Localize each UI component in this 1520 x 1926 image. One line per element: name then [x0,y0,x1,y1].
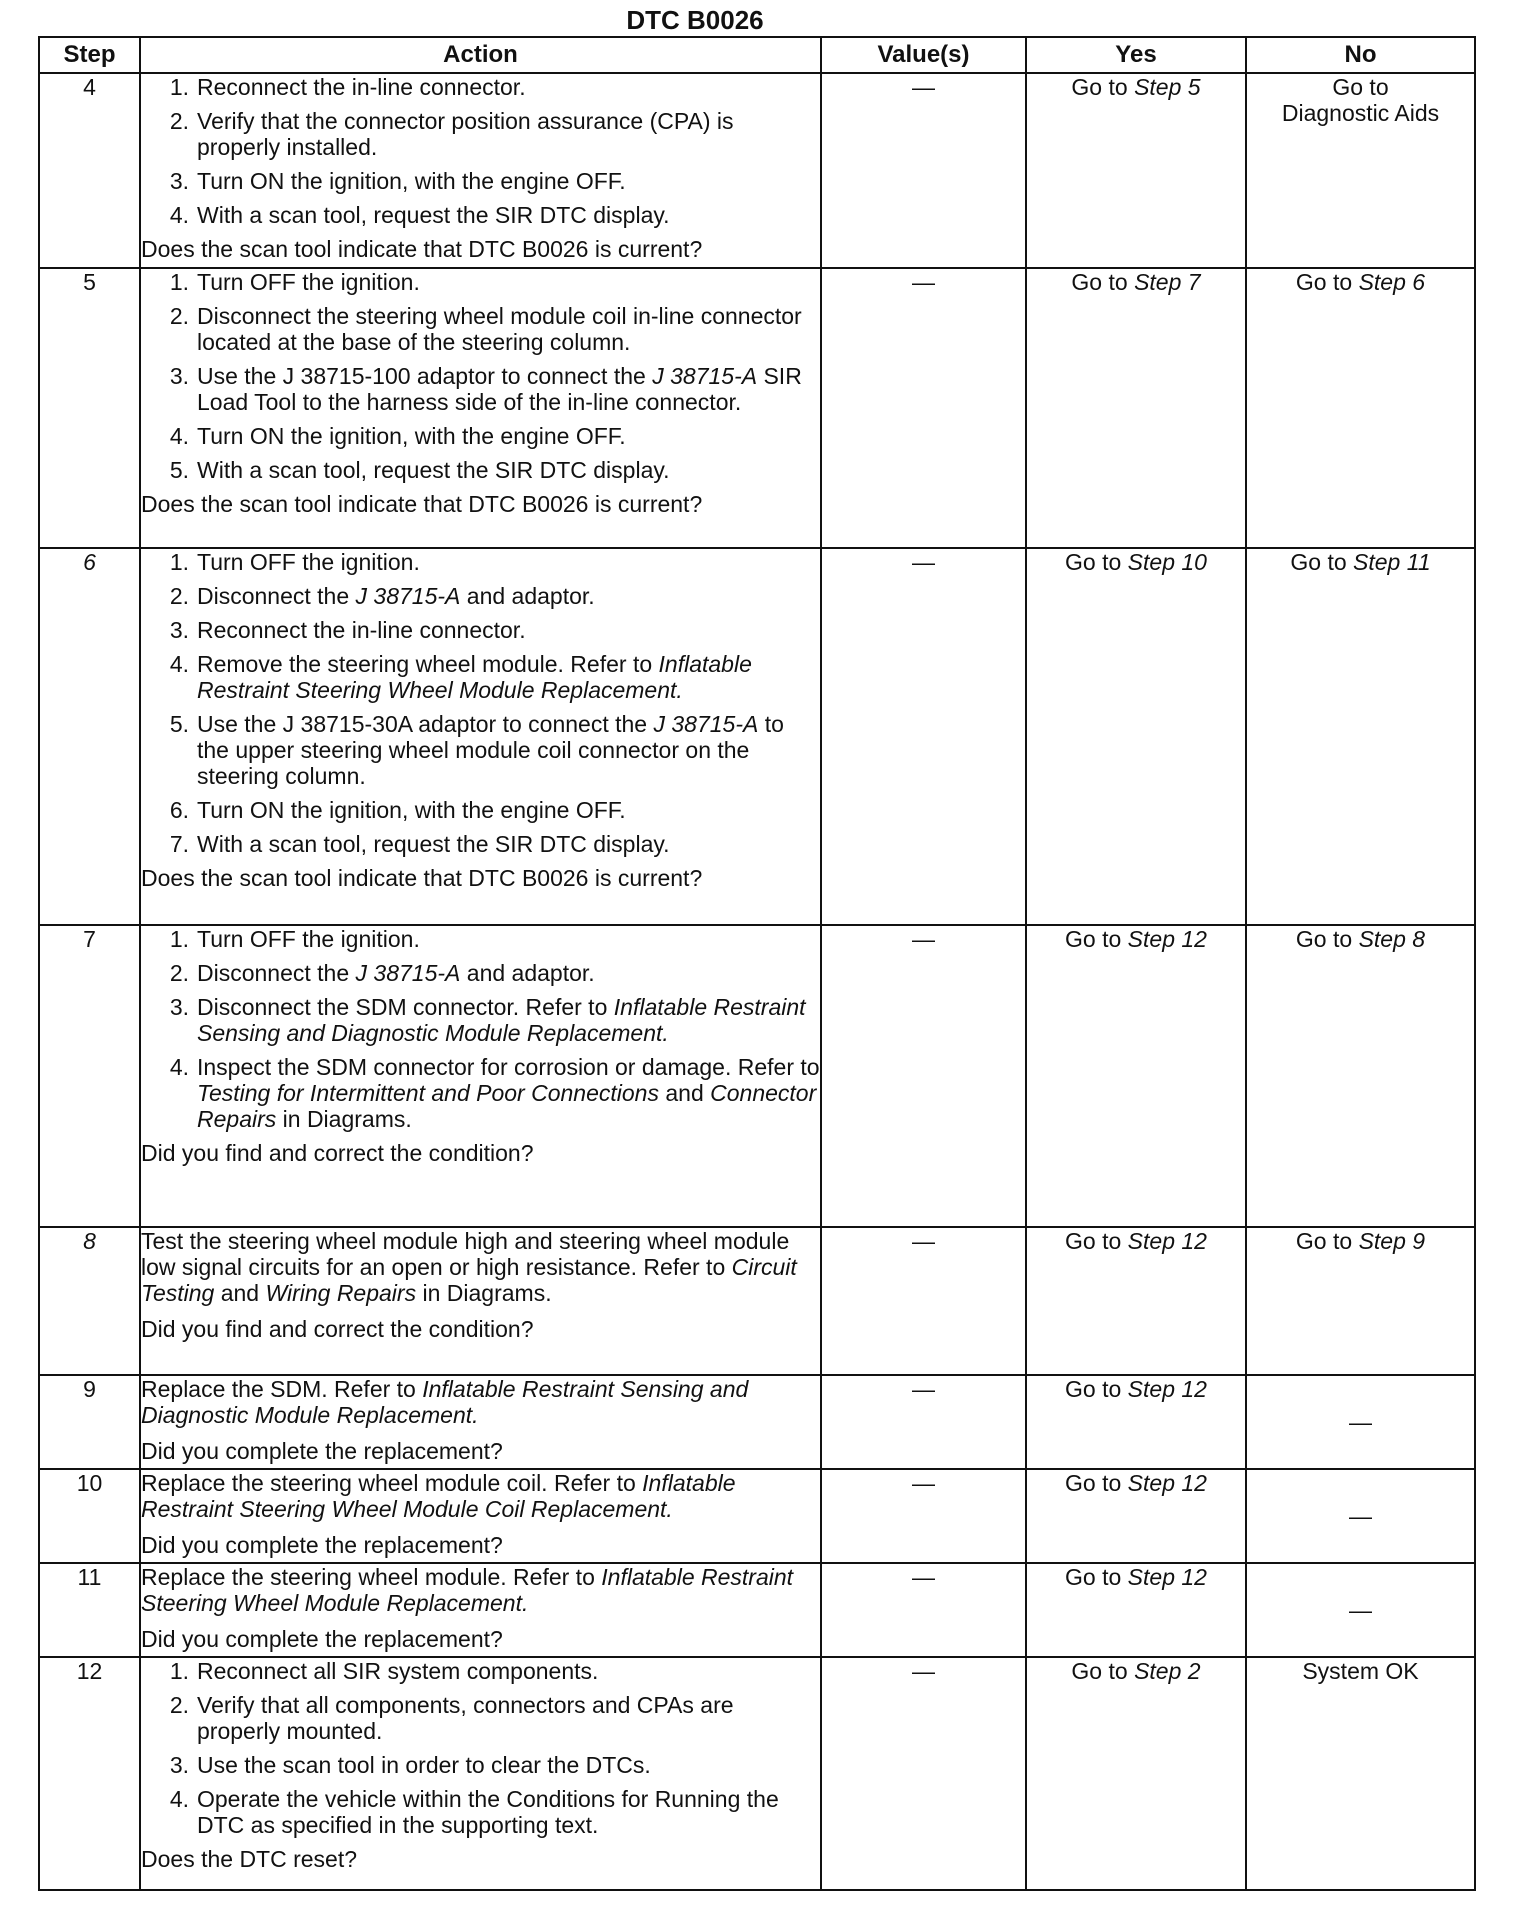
question: Did you complete the replacement? [141,1532,503,1558]
list-item: 2. Disconnect the J 38715-A and adaptor. [169,960,595,986]
action-list [141,269,820,491]
list-item: 1. Turn OFF the ignition. [169,549,420,575]
question: Does the scan tool indicate that DTC B0026 is current? [141,491,703,517]
value-cell [821,548,1026,925]
step-number: 7 [39,925,140,1227]
step-reference: Step 9 [1358,1228,1426,1254]
list-item: 2. Disconnect the steering wheel module coil in-line connector located at the base of the steering column. [169,303,802,355]
table-row [39,268,1475,548]
question: Did you complete the replacement? [141,1626,503,1652]
value-dash: — [912,1228,935,1254]
table-row [39,925,1475,1227]
step-reference: Step 12 [1127,1470,1207,1496]
list-item: 5. With a scan tool, request the SIR DTC display. [169,457,670,483]
list-item: 4. Turn ON the ignition, with the engine OFF. [169,423,626,449]
action-cell [140,1469,821,1563]
value-dash: — [912,549,935,575]
list-item: 3. Turn ON the ignition, with the engine OFF. [169,168,626,194]
step-number: 8 [39,1227,140,1375]
list-item: 6. Turn ON the ignition, with the engine OFF. [169,797,626,823]
list-item: 2. Disconnect the J 38715-A and adaptor. [169,583,595,609]
value-dash: — [912,74,935,100]
list-item: 3. Reconnect the in-line connector. [169,617,526,643]
step-reference: Step 12 [1127,926,1207,952]
step-reference: Step 6 [1358,269,1426,295]
list-item: 3. Use the J 38715-100 adaptor to connect the J 38715-A SIR Load Tool to the harness side of the in-line connector. [169,363,802,415]
step-reference: Step 2 [1134,1658,1201,1684]
yes-cell: Go to Step 12 [1026,1469,1246,1563]
action-cell [140,1657,821,1890]
value-cell [821,1227,1026,1375]
value-cell [821,1563,1026,1657]
value-cell [821,1469,1026,1563]
header-no: No [1246,37,1475,73]
value-dash: — [912,926,935,952]
list-item: 4. Remove the steering wheel module. Refer to Inflatable Restraint Steering Wheel Module Replacement. [169,651,752,703]
question: Does the DTC reset? [141,1846,358,1872]
step-number: 12 [39,1657,140,1890]
no-cell: — [1246,1375,1475,1469]
action-list [141,926,820,1140]
step-reference: Step 10 [1127,549,1207,575]
yes-cell: Go to Step 12 [1026,1375,1246,1469]
value-cell [821,1375,1026,1469]
header-yes: Yes [1026,37,1246,73]
yes-cell: Go to Step 12 [1026,925,1246,1227]
step-reference: Step 11 [1353,549,1431,575]
action-cell [140,1227,821,1375]
yes-cell: Go to Step 7 [1026,268,1246,548]
question: Does the scan tool indicate that DTC B0026 is current? [141,236,703,262]
yes-cell: Go to Step 12 [1026,1227,1246,1375]
step-reference: Step 12 [1127,1376,1207,1402]
action-list [141,74,820,236]
step-reference: Step 12 [1127,1228,1207,1254]
action-cell [140,548,821,925]
step-number: 4 [39,73,140,268]
list-item: 3. Use the scan tool in order to clear the DTCs. [169,1752,651,1778]
value-cell [821,73,1026,268]
list-item: 2. Verify that the connector position assurance (CPA) is properly installed. [169,108,734,160]
value-cell [821,1657,1026,1890]
list-item: 1. Turn OFF the ignition. [169,926,420,952]
action-text: Replace the steering wheel module. Refer to Inflatable Restraint Steering Wheel Module Replacement. [141,1564,794,1616]
no-cell: System OK [1246,1657,1475,1890]
header-step: Step [39,37,140,73]
step-number: 9 [39,1375,140,1469]
step-reference: Step 7 [1134,269,1201,295]
question: Did you complete the replacement? [141,1438,503,1464]
question: Did you find and correct the condition? [141,1316,534,1342]
value-cell [821,925,1026,1227]
action-cell [140,268,821,548]
list-item: 3. Disconnect the SDM connector. Refer to Inflatable Restraint Sensing and Diagnostic Module Replacement. [169,994,806,1046]
action-text: Replace the SDM. Refer to Inflatable Restraint Sensing and Diagnostic Module Replacement. [141,1376,749,1428]
no-cell: Go to Diagnostic Aids [1246,73,1475,268]
list-item: 4. Operate the vehicle within the Conditions for Running the DTC as specified in the supporting text. [169,1786,779,1838]
yes-cell: Go to Step 2 [1026,1657,1246,1890]
no-cell: Go to Step 11 [1246,548,1475,925]
action-text: Test the steering wheel module high and steering wheel module low signal circuits for an open or high resistance. Refer to Circuit Testing and Wiring Repairs in Diagrams. [141,1228,797,1306]
yes-cell: Go to Step 10 [1026,548,1246,925]
action-cell [140,925,821,1227]
action-list [141,1658,820,1846]
value-cell [821,268,1026,548]
table-row [39,1469,1475,1563]
no-cell: Go to Step 8 [1246,925,1475,1227]
value-dash: — [912,1564,935,1590]
header-action: Action [140,37,821,73]
question: Did you find and correct the condition? [141,1140,534,1166]
list-item: 5. Use the J 38715-30A adaptor to connect the J 38715-A to the upper steering wheel module coil connector on the steering column. [169,711,784,789]
step-reference: Step 12 [1127,1564,1207,1590]
table-row [39,1227,1475,1375]
action-list [141,549,820,865]
step-number: 10 [39,1469,140,1563]
action-cell [140,1563,821,1657]
list-item: 1. Reconnect the in-line connector. [169,74,526,100]
table-row [39,548,1475,925]
table-row [39,1563,1475,1657]
yes-cell: Go to Step 5 [1026,73,1246,268]
diagnostic-table [38,36,1476,1891]
page-title: DTC B0026 [626,5,764,35]
list-item: 2. Verify that all components, connectors and CPAs are properly mounted. [169,1692,734,1744]
table-header-row [39,37,1475,73]
action-text: Replace the steering wheel module coil. Refer to Inflatable Restraint Steering Wheel Module Coil Replacement. [141,1470,736,1522]
step-number: 11 [39,1563,140,1657]
value-dash: — [912,1470,935,1496]
list-item: 1. Reconnect all SIR system components. [169,1658,599,1684]
list-item: 4. Inspect the SDM connector for corrosion or damage. Refer to Testing for Intermittent and Poor Connections and Connector Repairs in Diagrams. [169,1054,820,1132]
no-cell: Go to Step 6 [1246,268,1475,548]
table-row [39,73,1475,268]
list-item: 4. With a scan tool, request the SIR DTC display. [169,202,670,228]
value-dash: — [912,1376,935,1402]
table-row [39,1657,1475,1890]
list-item: 1. Turn OFF the ignition. [169,269,420,295]
header-values: Value(s) [821,37,1026,73]
no-cell: — [1246,1563,1475,1657]
action-cell [140,73,821,268]
no-cell: Go to Step 9 [1246,1227,1475,1375]
yes-cell: Go to Step 12 [1026,1563,1246,1657]
no-cell: — [1246,1469,1475,1563]
step-number: 6 [39,548,140,925]
action-cell [140,1375,821,1469]
question: Does the scan tool indicate that DTC B0026 is current? [141,865,703,891]
value-dash: — [912,1658,935,1684]
step-reference: Step 5 [1134,74,1201,100]
step-reference: Step 8 [1358,926,1426,952]
step-number: 5 [39,268,140,548]
list-item: 7. With a scan tool, request the SIR DTC display. [169,831,670,857]
table-row [39,1375,1475,1469]
value-dash: — [912,269,935,295]
